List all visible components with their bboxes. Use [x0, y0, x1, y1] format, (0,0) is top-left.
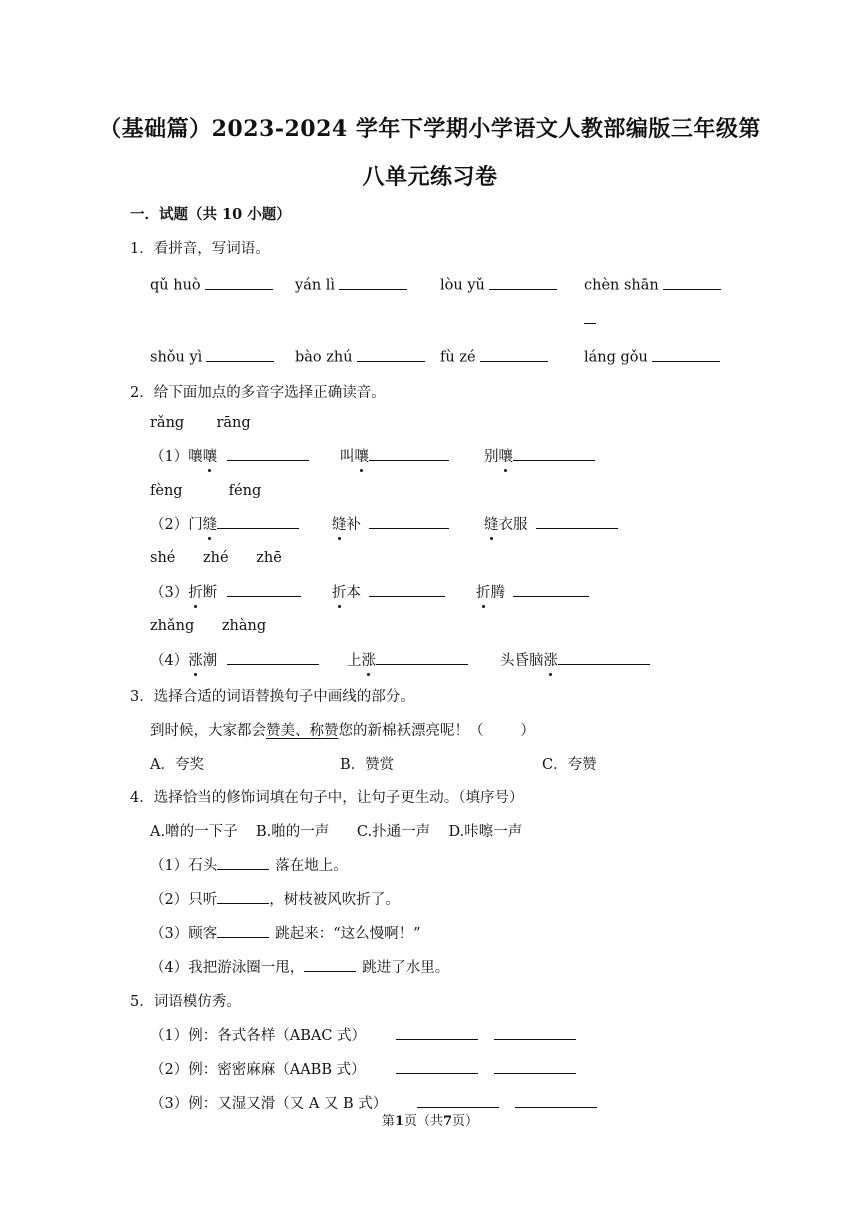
- answer-blank[interactable]: [536, 514, 618, 530]
- q2-item: [500, 649, 650, 670]
- q2-item: [150, 581, 301, 602]
- q4-item: [150, 854, 348, 875]
- dotted-char: 折: [188, 581, 203, 602]
- answer-blank[interactable]: [227, 446, 309, 462]
- answer-blank[interactable]: [206, 346, 274, 362]
- q2-item: [332, 581, 445, 602]
- pinyin: yán lì: [295, 277, 336, 294]
- word: 头昏脑: [500, 653, 544, 669]
- answer-blank[interactable]: [304, 957, 356, 973]
- answer-blank[interactable]: [217, 514, 299, 530]
- q4-item: [150, 922, 421, 943]
- word: 嚷: [188, 449, 203, 465]
- answer-blank[interactable]: [369, 446, 449, 462]
- answer-blank[interactable]: [480, 346, 548, 362]
- sentence-text: （4）我把游泳圈一甩，: [150, 960, 305, 976]
- pinyin: lòu yǔ: [440, 277, 485, 294]
- sentence-text: 落在地上。: [275, 858, 348, 874]
- q5-item: [150, 1058, 576, 1079]
- answer-blank[interactable]: [227, 582, 301, 598]
- pinyin: bào zhú: [295, 349, 353, 366]
- q4-item: [150, 888, 400, 909]
- title-line-2: 八单元练习卷: [362, 164, 498, 190]
- item-number: （4）: [150, 653, 189, 669]
- answer-blank[interactable]: [663, 274, 721, 290]
- word: 上: [347, 653, 362, 669]
- q1-item: [150, 346, 274, 366]
- q1-item: [295, 274, 407, 294]
- q5-item: [150, 1024, 576, 1045]
- answer-blank[interactable]: [217, 923, 269, 939]
- q1-item: [584, 346, 720, 366]
- dotted-char: 嚷: [203, 445, 218, 466]
- page-footer: [0, 1110, 860, 1129]
- sentence-text: 跳起来：“这么慢啊！”: [275, 926, 421, 942]
- q2-pinyin-2: fèng féng: [150, 483, 262, 499]
- word: 叫: [340, 449, 355, 465]
- answer-blank[interactable]: [205, 274, 273, 290]
- q3-option-c[interactable]: C．夸赞: [542, 757, 597, 773]
- word: 补: [346, 517, 361, 533]
- example-text: （3）例：又湿又滑（又 A 又 B 式）: [150, 1096, 388, 1112]
- word: 潮: [202, 653, 218, 669]
- q4-stem: 4．选择恰当的修饰词填在句子中，让句子更生动。（填序号）: [130, 790, 524, 806]
- q1-item: [295, 346, 425, 366]
- answer-blank[interactable]: [369, 582, 445, 598]
- dotted-char: 涨: [362, 649, 377, 670]
- answer-blank[interactable]: [489, 274, 557, 290]
- answer-blank[interactable]: [339, 274, 407, 290]
- pinyin: chèn shān: [584, 277, 659, 294]
- footer-text: 页（共: [403, 1114, 443, 1129]
- q1-item: [584, 274, 721, 294]
- answer-blank[interactable]: [217, 855, 269, 871]
- answer-blank[interactable]: [376, 650, 468, 666]
- underlined-text: 赞美、称赞: [266, 723, 339, 739]
- q3-option-b[interactable]: B．赞赏: [340, 757, 395, 773]
- sentence-text: （3）顾客: [150, 926, 218, 942]
- q3-sentence: [150, 719, 535, 740]
- q2-item: [150, 445, 309, 466]
- q1-stem: 1．看拼音，写词语。: [130, 241, 270, 257]
- answer-blank[interactable]: [515, 1093, 597, 1109]
- dotted-char: 嚷: [355, 445, 370, 466]
- q2-item: [150, 513, 299, 534]
- answer-blank[interactable]: [652, 346, 720, 362]
- q5-stem: 5．词语模仿秀。: [130, 994, 241, 1010]
- dotted-char: 涨: [544, 649, 559, 670]
- example-text: （1）例：各式各样（ABAC 式）: [150, 1028, 367, 1044]
- pinyin: shǒu yì: [150, 349, 203, 366]
- pinyin: qǔ huò: [150, 277, 201, 294]
- answer-blank[interactable]: [369, 514, 449, 530]
- dotted-char: 缝: [484, 513, 499, 534]
- answer-blank[interactable]: [494, 1059, 576, 1075]
- answer-blank-wrap: [584, 308, 596, 328]
- q4-options: A.噌的一下子 B.啪的一声 C.扑通一声 D.咔嚓一声: [150, 824, 523, 840]
- dotted-char: 涨: [188, 649, 203, 670]
- sentence-text: （2）只听: [150, 892, 218, 908]
- word: 衣服: [498, 517, 528, 533]
- answer-blank[interactable]: [513, 582, 589, 598]
- sentence-text: 您的新棉袄漂亮呢！（ ）: [338, 723, 535, 739]
- sentence-text: （1）石头: [150, 858, 218, 874]
- dotted-char: 缝: [203, 513, 218, 534]
- dotted-char: 缝: [332, 513, 347, 534]
- answer-blank[interactable]: [494, 1025, 576, 1041]
- page-total: 7: [443, 1114, 453, 1129]
- word: 别: [484, 449, 499, 465]
- answer-blank[interactable]: [217, 889, 269, 905]
- q1-item: [440, 274, 557, 294]
- sentence-text: ，树枝被风吹折了。: [269, 892, 400, 908]
- dotted-char: 折: [332, 581, 347, 602]
- answer-blank[interactable]: [417, 1093, 499, 1109]
- answer-blank[interactable]: [396, 1025, 478, 1041]
- answer-blank[interactable]: [558, 650, 650, 666]
- q2-item: [340, 445, 449, 466]
- word: 门: [188, 517, 203, 533]
- sentence-text: 跳进了水里。: [362, 960, 450, 976]
- answer-blank[interactable]: [584, 308, 596, 324]
- q2-stem: 2．给下面加点的多音字选择正确读音。: [130, 385, 386, 401]
- section-heading: 一．试题（共 10 小题）: [130, 206, 291, 223]
- page-number: 1: [394, 1114, 404, 1129]
- word: 断: [202, 585, 218, 601]
- q3-option-a[interactable]: A．夸奖: [150, 757, 204, 773]
- footer-text: 第: [381, 1114, 395, 1129]
- q2-item: [150, 649, 319, 670]
- q2-item: [484, 445, 595, 466]
- q2-item: [476, 581, 589, 602]
- answer-blank[interactable]: [357, 346, 425, 362]
- q4-item: [150, 956, 449, 977]
- answer-blank[interactable]: [513, 446, 595, 462]
- q1-item: [150, 274, 273, 294]
- footer-text: 页）: [452, 1114, 479, 1129]
- title-line-1: （基础篇）2023-2024 学年下学期小学语文人教部编版三年级第: [99, 116, 761, 142]
- sentence-text: 到时候，大家都会: [150, 723, 266, 739]
- item-number: （3）: [150, 585, 189, 601]
- q2-pinyin-3: shé zhé zhē: [150, 550, 282, 566]
- item-number: （2）: [150, 517, 189, 533]
- answer-blank[interactable]: [227, 650, 319, 666]
- answer-blank[interactable]: [396, 1059, 478, 1075]
- pinyin: fù zé: [440, 349, 476, 366]
- example-text: （2）例：密密麻麻（AABB 式）: [150, 1062, 366, 1078]
- q2-pinyin-1: rǎng rāng: [150, 415, 251, 431]
- word: 腾: [490, 585, 505, 601]
- q3-stem: 3．选择合适的词语替换句子中画线的部分。: [130, 689, 415, 705]
- q2-pinyin-4: zhǎng zhàng: [150, 618, 267, 634]
- q2-item: [484, 513, 618, 534]
- pinyin: láng gǒu: [584, 349, 648, 366]
- item-number: （1）: [150, 449, 189, 465]
- q2-item: [332, 513, 449, 534]
- q1-item: [440, 346, 548, 366]
- word: 本: [346, 585, 361, 601]
- dotted-char: 折: [476, 581, 491, 602]
- q2-item: [347, 649, 468, 670]
- dotted-char: 嚷: [499, 445, 514, 466]
